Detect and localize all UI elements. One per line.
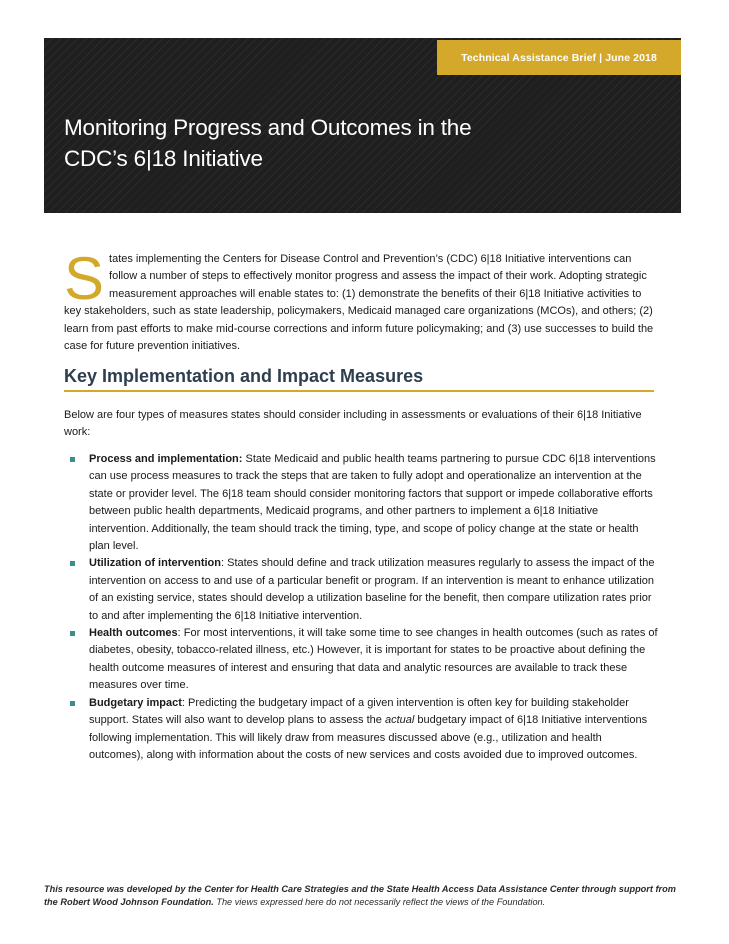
bullet-square-icon: [70, 457, 75, 462]
measure-text: State Medicaid and public health teams partnering to pursue CDC 6|18 interventions can use process measures to track the steps that are taken to fully adopt and operationalize an intervention at the state or provider level. The 6|18 team should consider monitoring factors that support or impede collaborative efforts between public health departments, Medicaid programs, and other partners to implement a 6|18 Initiative intervention. Additionally, the team should track the timing, type, and scope of policy change at the state or health plan level.: [89, 453, 656, 553]
bullet-square-icon: [70, 561, 75, 566]
measure-emphasis: actual: [384, 714, 415, 727]
measure-text: : For most interventions, it will take some time to see changes in health outcomes (such as rates of diabetes, obesity, tobacco-related illness, etc.) However, it is important for states to be proactive about defining the health outcome measures of interest and ensuring that data and analytic resources are available to track these measures over time.: [89, 627, 658, 692]
measure-term: Process and implementation:: [89, 453, 243, 465]
footer-bold: This resource was developed by the Center for Health Care Strategies and the State Health Access Data Assistance Center through support from the Robert Wood Johnson Foundation.: [44, 884, 676, 908]
drop-cap: S: [64, 245, 105, 312]
footer-note: [44, 883, 684, 910]
intro-paragraph: [64, 245, 656, 355]
list-item: [70, 451, 658, 555]
list-item: [70, 695, 658, 765]
bullet-square-icon: [70, 701, 75, 706]
measure-term: Utilization of intervention: [89, 557, 221, 570]
page-title: [64, 112, 471, 174]
title-line-1: Monitoring Progress and Outcomes in the: [64, 115, 472, 140]
measure-term: Budgetary impact: [89, 696, 182, 709]
title-line-2: CDC’s 6|18 Initiative: [64, 146, 263, 171]
section-lead: Below are four types of measures states should consider including in assessments or evaluations of their 6|18 Initiative work:: [64, 409, 642, 439]
measure-text: budgetary impact of 6|18 Initiative interventions following implementation. This will likely draw from measures discussed above (e.g., utilization and health outcomes), along with information about the costs of new services and costs avoided due to improved outcomes.: [89, 714, 648, 761]
measure-text: : Predicting the budgetary impact of a given intervention is often key for building stakeholder support. States will also want to develop plans to assess the: [89, 696, 629, 727]
bullet-square-icon: [70, 631, 75, 636]
measures-list: [70, 451, 658, 764]
measure-text: : States should define and track utilization measures regularly to assess the impact of the intervention on access to and use of a particular benefit or program. If an intervention is meant to enhance utilization of an existing service, states should develop a utilization baseline for the benefit, then compare utilization rates prior to and after implementing the 6|18 Initiative intervention.: [89, 557, 655, 622]
brief-tag: Technical Assistance Brief | June 2018: [437, 40, 681, 75]
title-banner: [44, 38, 681, 213]
section-heading: Key Implementation and Impact Measures: [64, 366, 654, 392]
measure-term: Health outcomes: [89, 627, 178, 640]
list-item: [70, 555, 658, 625]
footer-regular: The views expressed here do not necessarily reflect the views of the Foundation.: [213, 897, 546, 908]
intro-text: tates implementing the Centers for Disease Control and Prevention’s (CDC) 6|18 Initiative interventions can follow a number of steps to effectively monitor progress and assess the impact of their work. Adopting strategic measurement approaches will enable states to: (1) demonstrate the benefits of their 6|18 Initiative activities to key stakeholders, such as state leadership, policymakers, Medicaid managed care organizations (MCOs), and others; (2) learn from past efforts to make mid-course corrections and inform future policymaking; and (3) use successes to build the case for future prevention initiatives.: [64, 253, 654, 353]
list-item: [70, 625, 658, 695]
